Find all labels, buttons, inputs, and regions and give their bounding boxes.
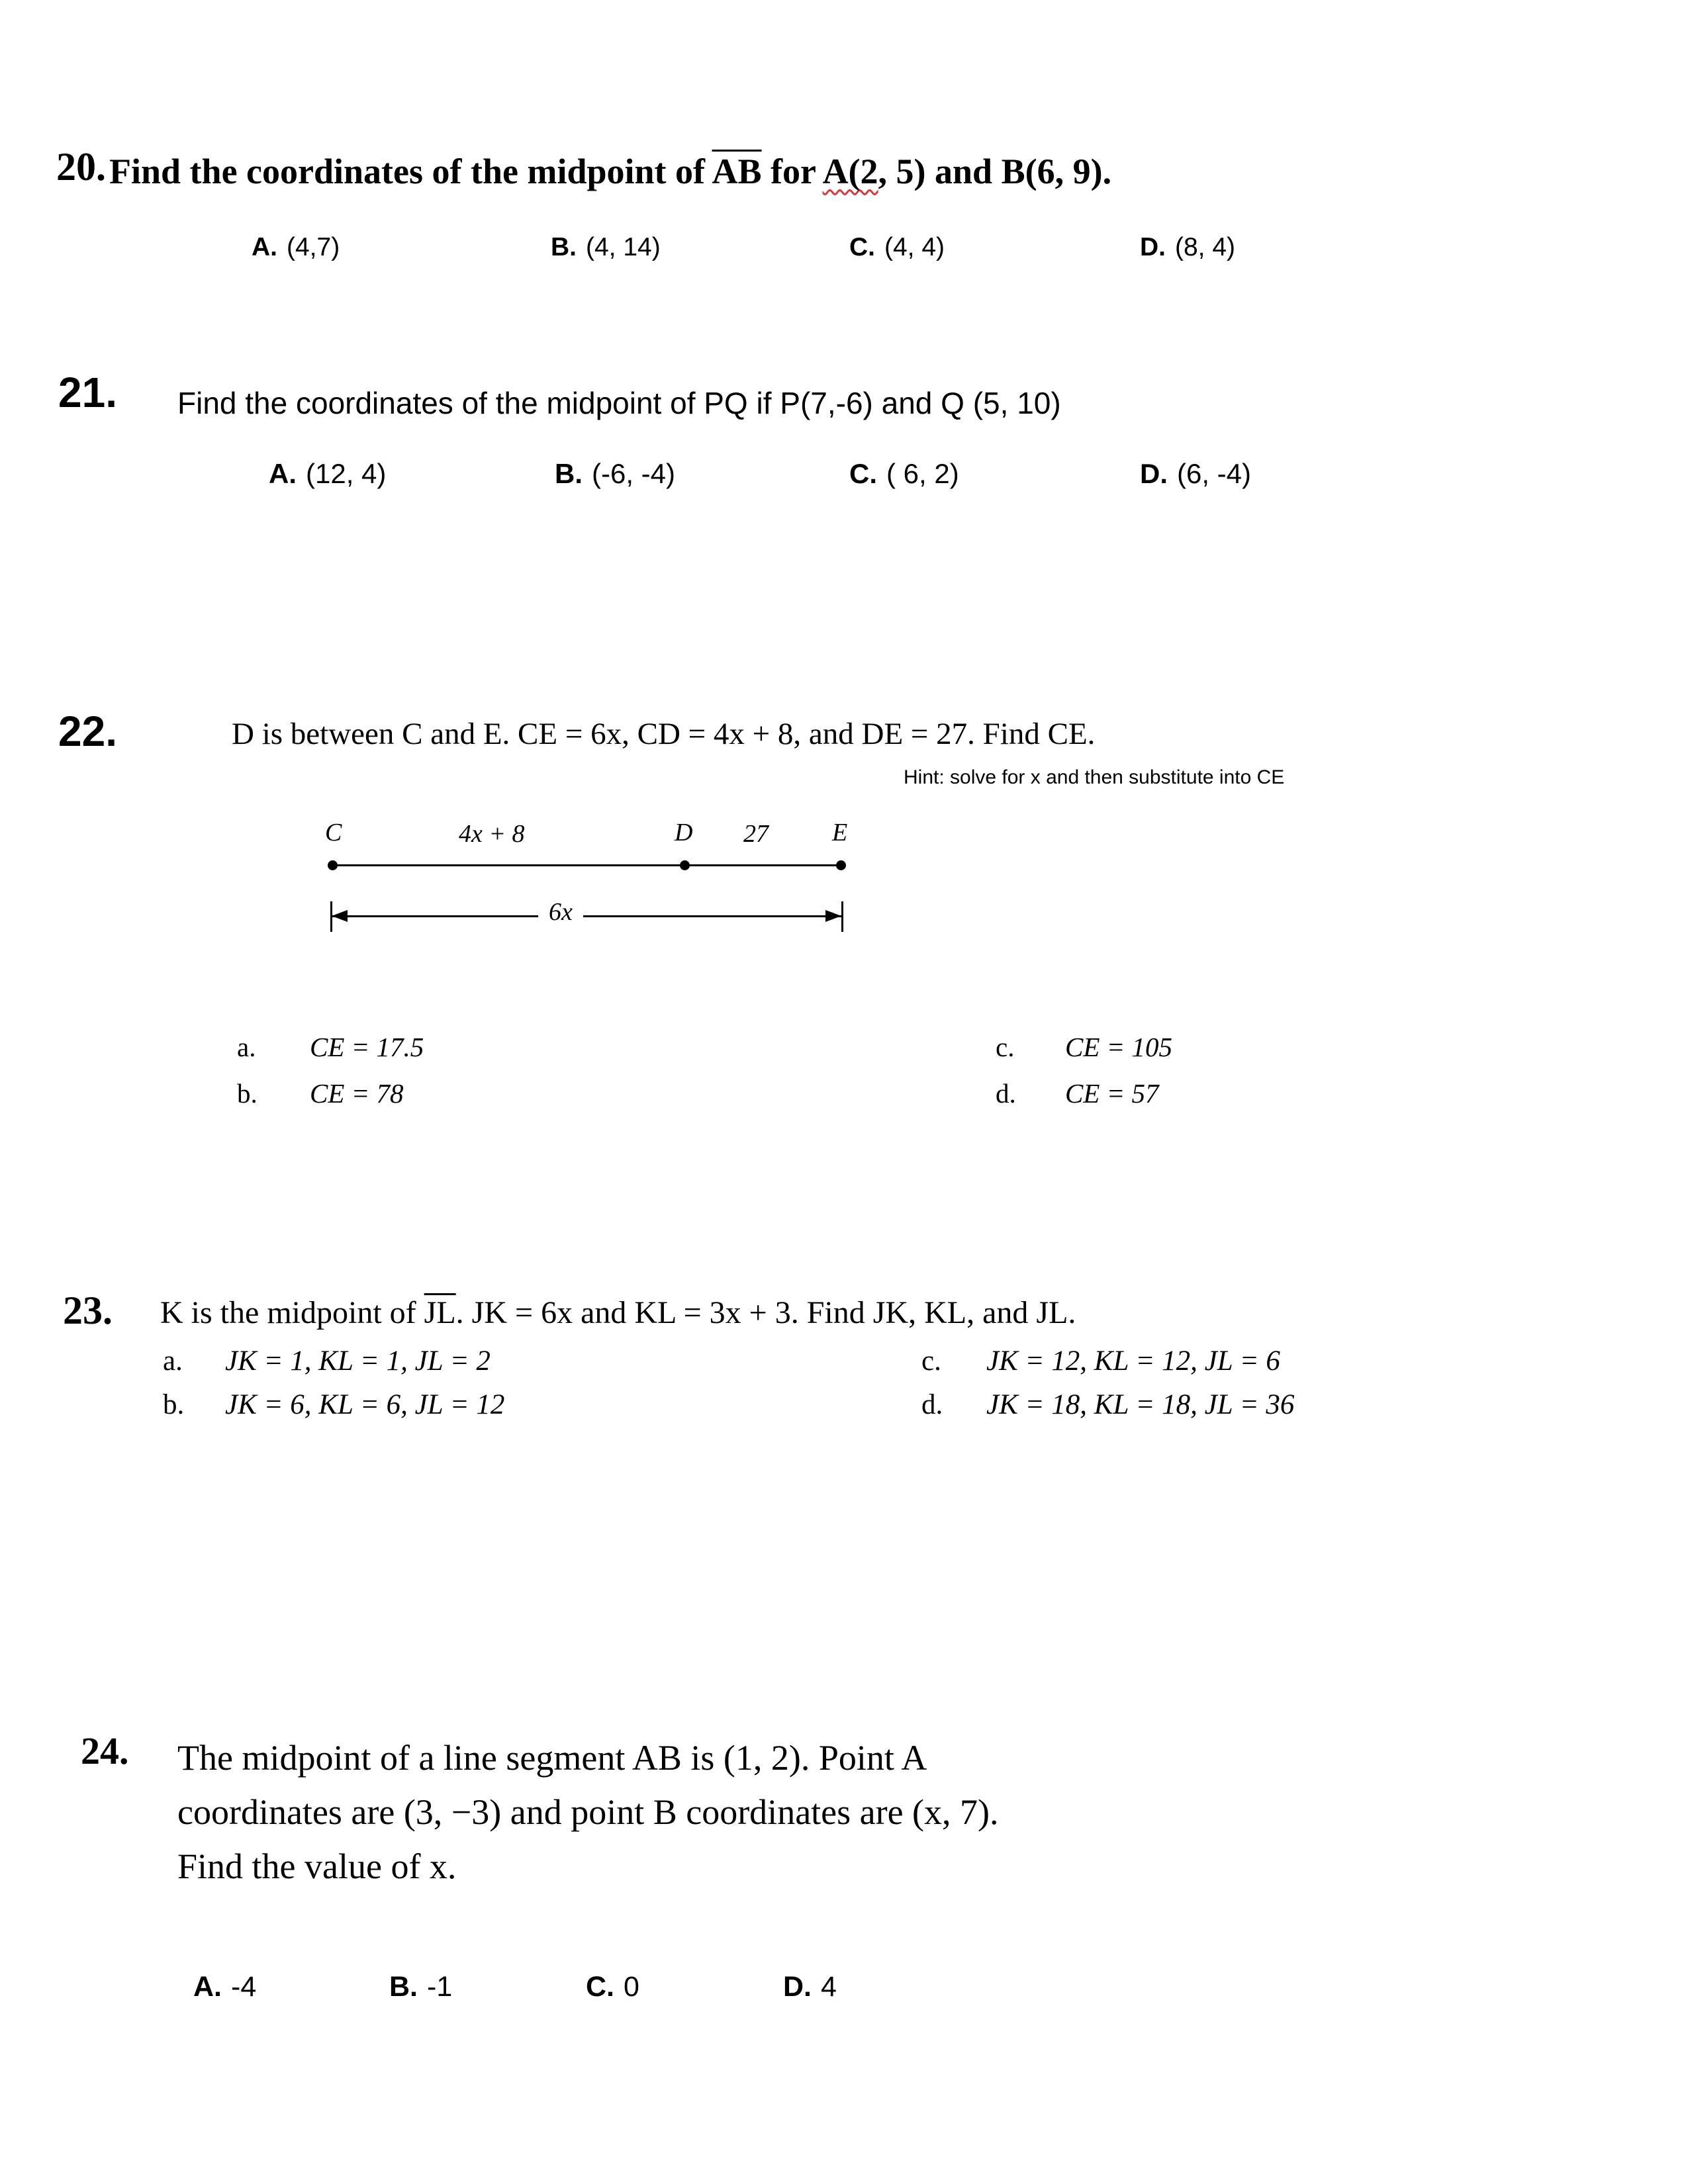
q23-option-a-label: a.: [163, 1345, 183, 1377]
q22-diagram-segment-cd-label: 4x + 8: [459, 820, 525, 848]
q22-option-b-label: b.: [237, 1078, 258, 1109]
q24-option-c: [586, 1971, 639, 2003]
q20-option-c-value: (4, 4): [884, 233, 945, 261]
q24-option-d: [783, 1971, 837, 2003]
q22-diagram-point-d-dot: [680, 860, 690, 870]
q20-text-mid: for: [761, 152, 823, 191]
q24-option-a-value: -4: [231, 1971, 257, 2003]
question-21-text: Find the coordinates of the midpoint of PQ if P(7,-6) and Q (5, 10): [177, 386, 1061, 420]
q21-option-d-value: (6, -4): [1177, 458, 1252, 489]
question-24-text: [177, 1731, 999, 1893]
q22-option-c-value: CE = 105: [1065, 1032, 1173, 1062]
q21-option-c-value: ( 6, 2): [886, 458, 959, 489]
q22-option-b: [237, 1077, 404, 1109]
q20-segment-ab-overline: $\overline{AB}$: [712, 152, 762, 191]
q20-spellcheck-squiggle-text: A(2: [822, 152, 878, 191]
q22-diagram-segment-line: [332, 864, 843, 866]
q24-option-b-label: B.: [389, 1971, 418, 2003]
q24-option-d-label: D.: [783, 1971, 812, 2003]
q23-option-d-label: d.: [921, 1389, 943, 1420]
q20-text-post: , 5) and B(6, 9).: [878, 152, 1112, 191]
q20-option-d-label: D.: [1140, 233, 1166, 261]
q21-option-c: [849, 458, 959, 490]
q24-option-a: [193, 1971, 256, 2003]
q20-text-pre: Find the coordinates of the midpoint of: [109, 152, 712, 191]
q22-diagram-total-length-label: 6x: [538, 897, 583, 927]
q22-option-a-label: a.: [237, 1032, 256, 1062]
q22-option-d-value: CE = 57: [1065, 1078, 1159, 1109]
q21-option-d: [1140, 458, 1251, 490]
question-23-text: [160, 1295, 1076, 1331]
q22-option-a-value: CE = 17.5: [310, 1032, 424, 1062]
q23-option-a: [163, 1345, 491, 1377]
q23-option-b-label: b.: [163, 1389, 185, 1420]
q21-option-c-label: C.: [849, 458, 877, 489]
q23-option-d-value: JK = 18, KL = 18, JL = 36: [986, 1389, 1295, 1420]
q24-option-b: [389, 1971, 452, 2003]
q22-option-c: [996, 1031, 1172, 1063]
q23-option-c-label: c.: [921, 1345, 941, 1377]
q22-diagram-dimension-tick-right: [841, 901, 843, 932]
q22-segment-diagram: [325, 818, 870, 950]
q23-option-b-value: JK = 6, KL = 6, JL = 12: [225, 1389, 505, 1420]
q23-option-a-value: JK = 1, KL = 1, JL = 2: [225, 1345, 491, 1377]
q22-diagram-point-e-dot: [836, 860, 846, 870]
q20-option-d: [1140, 233, 1235, 262]
q23-segment-jl-overline: $\overline{JL}$: [424, 1295, 456, 1330]
q21-option-b: [555, 458, 675, 490]
question-22-hint: Hint: solve for x and then substitute into CE: [904, 766, 1285, 788]
q22-option-d: [996, 1077, 1159, 1109]
q23-option-b: [163, 1388, 504, 1421]
q22-diagram-point-c-label: C: [325, 819, 342, 846]
q24-option-c-value: 0: [624, 1971, 639, 2003]
q20-option-a-value: (4,7): [287, 233, 340, 261]
q23-option-c-value: JK = 12, KL = 12, JL = 6: [986, 1345, 1280, 1377]
q24-text-line-3: Find the value of x.: [177, 1846, 457, 1886]
q22-diagram-point-e-label: E: [832, 819, 848, 846]
q22-diagram-arrowhead-left: [332, 910, 348, 922]
q22-diagram-dimension-line: [332, 915, 841, 917]
q20-option-b: [551, 233, 661, 262]
q20-option-c: [849, 233, 945, 262]
q22-diagram-point-d-label: D: [675, 819, 693, 846]
q22-option-c-label: c.: [996, 1032, 1015, 1062]
q21-option-b-value: (-6, -4): [592, 458, 675, 489]
q20-option-b-label: B.: [551, 233, 577, 261]
q21-option-d-label: D.: [1140, 458, 1168, 489]
q24-option-c-label: C.: [586, 1971, 614, 2003]
q22-option-a: [237, 1031, 424, 1063]
q24-option-a-label: A.: [193, 1971, 222, 2003]
q20-option-c-label: C.: [849, 233, 875, 261]
q24-option-b-value: -1: [427, 1971, 453, 2003]
question-24-number: 24.: [81, 1729, 129, 1772]
q23-text-post: . JK = 6x and KL = 3x + 3. Find JK, KL, and JL.: [455, 1295, 1076, 1330]
q22-diagram-point-c-dot: [328, 860, 338, 870]
q21-option-a: [269, 458, 386, 490]
q20-option-b-value: (4, 14): [586, 233, 661, 261]
q21-option-b-label: B.: [555, 458, 583, 489]
q21-option-a-value: (12, 4): [306, 458, 387, 489]
q24-text-line-2: coordinates are (3, −3) and point B coordinates are (x, 7).: [177, 1792, 999, 1832]
question-20-text: [109, 151, 1111, 192]
q20-option-a-label: A.: [252, 233, 277, 261]
q22-diagram-arrowhead-right: [825, 910, 841, 922]
q22-option-b-value: CE = 78: [310, 1078, 404, 1109]
q20-option-d-value: (8, 4): [1175, 233, 1236, 261]
q23-option-d: [921, 1388, 1294, 1421]
q22-option-d-label: d.: [996, 1078, 1016, 1109]
question-22-number: 22.: [58, 707, 117, 755]
q23-option-c: [921, 1345, 1280, 1377]
question-21-number: 21.: [58, 369, 117, 416]
q21-option-a-label: A.: [269, 458, 297, 489]
q22-diagram-segment-de-label: 27: [743, 820, 769, 848]
q23-text-pre: K is the midpoint of: [160, 1295, 424, 1330]
q24-text-line-1: The midpoint of a line segment AB is (1, 2). Point A: [177, 1738, 927, 1778]
question-20-number: 20.: [56, 145, 106, 189]
question-22-text: D is between C and E. CE = 6x, CD = 4x + 8, and DE = 27. Find CE.: [232, 717, 1096, 751]
q20-option-a: [252, 233, 340, 262]
q24-option-d-value: 4: [821, 1971, 837, 2003]
question-23-number: 23.: [63, 1289, 113, 1332]
